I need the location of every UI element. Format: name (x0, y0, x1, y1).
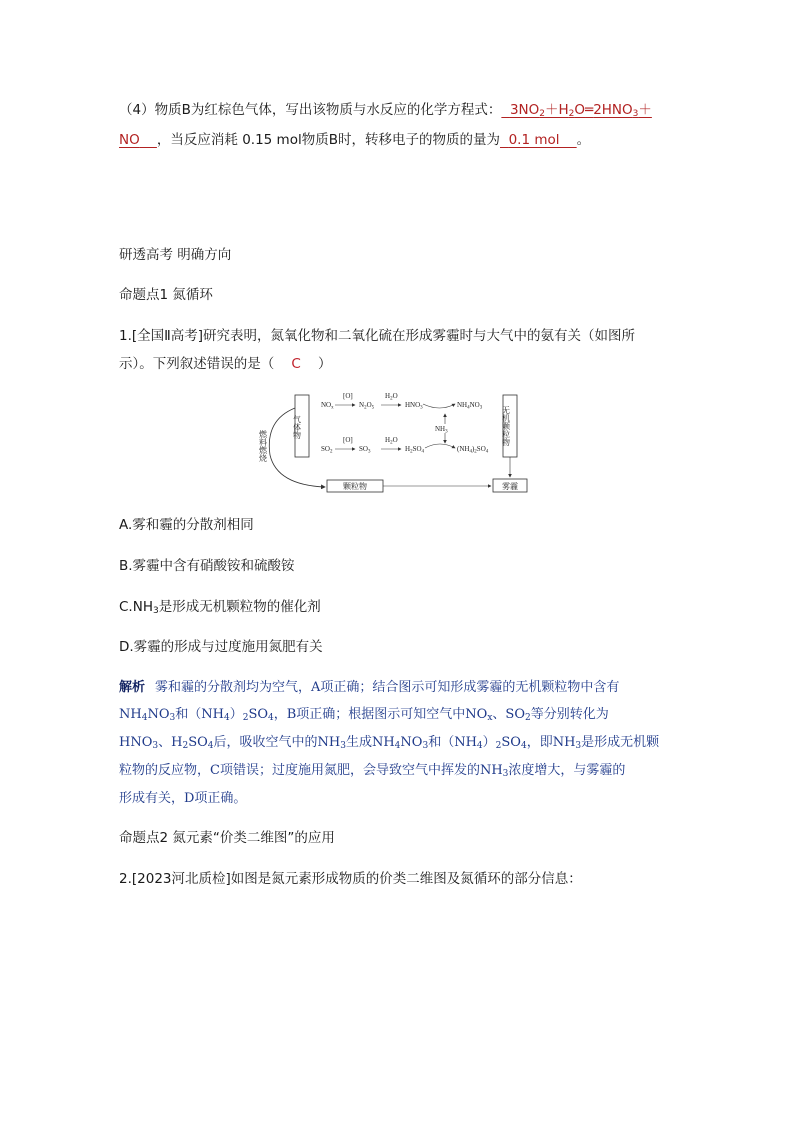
fuel-label: 燃料燃烧 (258, 430, 268, 462)
q1-stem-line-1: 1.[全国Ⅱ高考]研究表明，氮氧化物和二氧化硫在形成雾霾时与大气中的氨有关（如图所 (119, 328, 636, 344)
h2so4-label: $H_2SO_4$ (405, 445, 425, 455)
q4-electron-answer: 0.1 mol (508, 132, 560, 148)
point-1-heading: 命题点1 氮循环 (119, 287, 213, 303)
q1-answer: C (291, 356, 301, 372)
q4-line-1 (119, 101, 652, 119)
explanation-line-5: 形成有关，D项正确。 (119, 791, 247, 806)
q4-prefix: （4）物质B为红棕色气体，写出该物质与水反应的化学方程式： (119, 102, 502, 118)
haze-formation-diagram (255, 390, 545, 495)
nox-label: $NO_x$ (321, 401, 334, 411)
point-2-heading: 命题点2 氮元素“价类二维图”的应用 (119, 830, 335, 846)
option-b: B.雾霾中含有硝酸铵和硫酸铵 (119, 558, 295, 574)
q4-mid-text: ，当反应消耗 0.15 mol物质B时，转移电子的物质的量为 (156, 132, 500, 148)
o-label-2: [O] (343, 436, 353, 444)
explanation-label: 解析 (119, 680, 146, 695)
section-title: 研透高考 明确方向 (119, 247, 232, 263)
q4-equation-no: NO (119, 132, 140, 148)
n2o5-label: $N_2O_5$ (359, 401, 375, 411)
inorganic-label: 无机颗粒物 (501, 406, 511, 446)
gas-label: 气体物 (292, 415, 302, 439)
q4-end: 。 (576, 132, 591, 148)
q1-stem-line-2: 示）。下列叙述错误的是（ C ） (119, 356, 332, 372)
option-a: A.雾和霾的分散剂相同 (119, 517, 254, 533)
q4-equation-answer: $3NO_2+H_2O═2HNO_3+$ (509, 102, 652, 119)
hno3-label: $HNO_3$ (405, 401, 423, 411)
nh42so4-label: $(NH_4)_2SO_4$ (457, 445, 489, 455)
option-c: $C.NH_3$是形成无机颗粒物的催化剂 (119, 599, 321, 616)
o-label-1: [O] (343, 392, 353, 400)
explanation-line-3: $HNO_3$、$H_2SO_4$后，吸收空气中的$NH_3$生成$NH_4NO_3$和$(NH_4)_2SO_4$，即$NH_3$是形成无机颗 (119, 735, 660, 751)
haze-label: 雾霾 (502, 482, 518, 491)
h2o-label-2: $H_2O$ (385, 436, 398, 446)
q2-stem: 2.[2023河北质检]如图是氮元素形成物质的价类二维图及氮循环的部分信息： (119, 871, 582, 887)
option-d: D.雾霾的形成与过度施用氮肥有关 (119, 639, 323, 655)
h2o-label-1: $H_2O$ (385, 392, 398, 402)
so2-label: $SO_2$ (321, 445, 333, 455)
so3-label: $SO_3$ (359, 445, 371, 455)
particles-label: 颗粒物 (343, 482, 367, 491)
explanation-line-2: $NH_4NO_3$和$(NH_4)_2SO_4$，B项正确；根据图示可知空气中$NO_x$、$SO_2$等分别转化为 (119, 707, 609, 723)
nh4no3-label: $NH_4NO_3$ (457, 401, 483, 411)
nh3-label: $NH_3$ (435, 425, 448, 435)
q4-line-2 (119, 131, 590, 149)
explanation-line-4: 粒物的反应物，C项错误；过度施用氮肥，会导致空气中挥发的$NH_3$浓度增大，与雾霾的 (119, 763, 626, 779)
explanation-line-1: 解析 雾和霾的分散剂均为空气，A项正确；结合图示可知形成雾霾的无机颗粒物中含有 (119, 680, 620, 695)
